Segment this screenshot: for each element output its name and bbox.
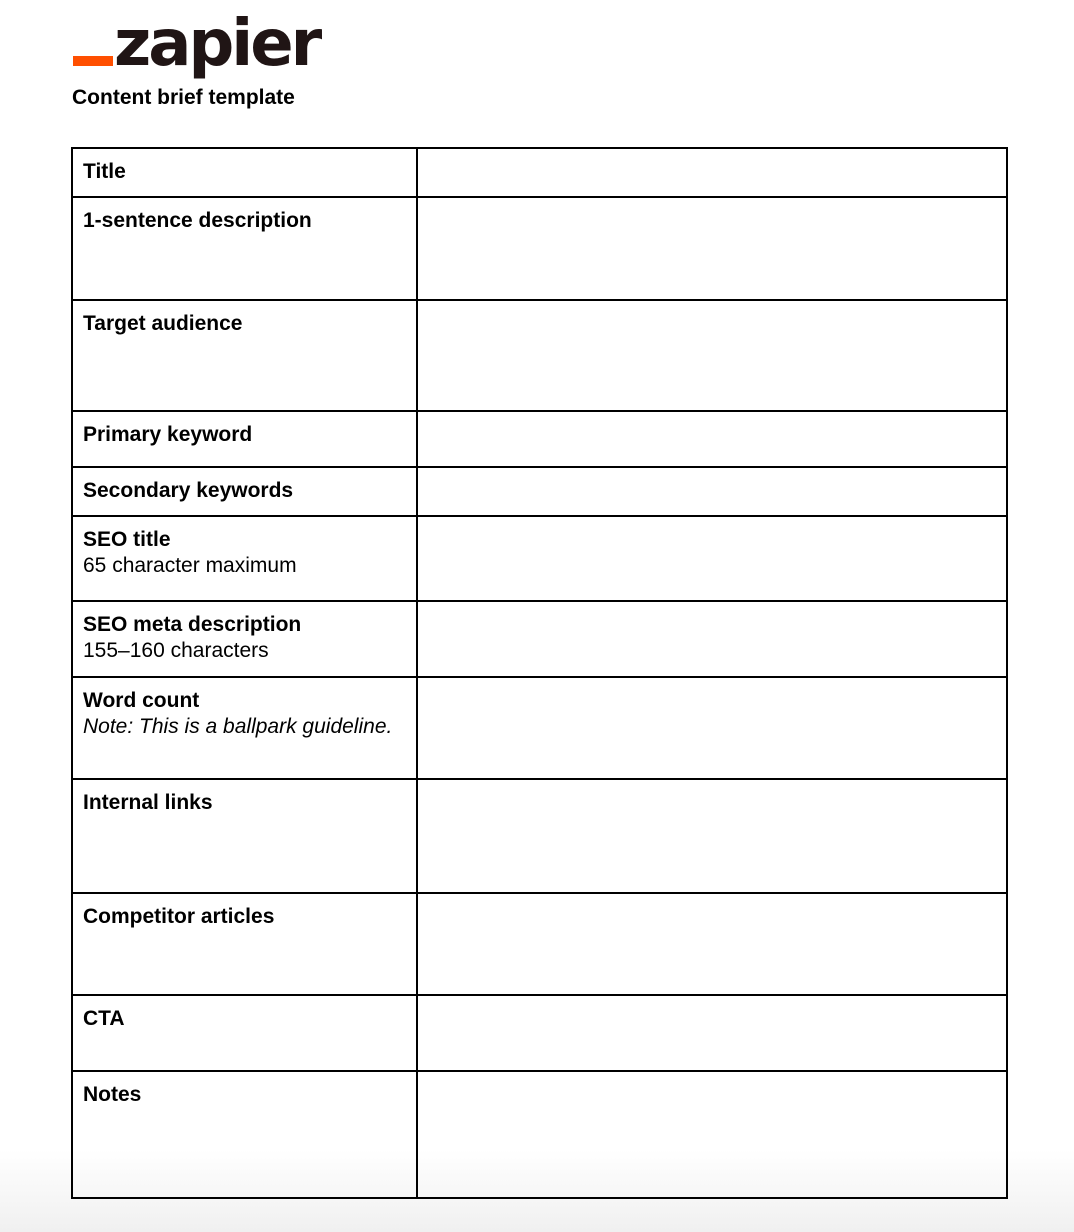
row-label: Notes	[83, 1083, 142, 1106]
row-value-cell[interactable]	[417, 1071, 1007, 1198]
row-label: Secondary keywords	[83, 479, 294, 502]
row-value-cell[interactable]	[417, 601, 1007, 677]
row-sublabel: Note: This is a ballpark guideline.	[83, 715, 393, 738]
table-row	[72, 677, 1007, 779]
row-value-cell[interactable]	[417, 779, 1007, 893]
row-label-cell	[72, 677, 417, 779]
row-value-cell[interactable]	[417, 893, 1007, 995]
table-row	[72, 893, 1007, 995]
row-label: Title	[83, 160, 126, 183]
row-label: Competitor articles	[83, 905, 275, 928]
row-label-cell	[72, 1071, 417, 1198]
row-value-cell[interactable]	[417, 516, 1007, 601]
row-label-cell	[72, 516, 417, 601]
table-row	[72, 411, 1007, 467]
row-label: Internal links	[83, 791, 213, 814]
row-label-cell	[72, 467, 417, 516]
row-value-cell[interactable]	[417, 677, 1007, 779]
table-row	[72, 601, 1007, 677]
row-sublabel: 155–160 characters	[83, 639, 269, 662]
row-label-cell	[72, 893, 417, 995]
row-value-cell[interactable]	[417, 995, 1007, 1071]
row-sublabel: 65 character maximum	[83, 554, 297, 577]
document-title: Content brief template	[72, 86, 295, 109]
logo-underscore-bar	[73, 56, 113, 66]
row-value-cell[interactable]	[417, 197, 1007, 300]
zapier-logo	[73, 4, 320, 81]
row-label-cell	[72, 300, 417, 411]
row-value-cell[interactable]	[417, 148, 1007, 197]
table-row	[72, 467, 1007, 516]
row-value-cell[interactable]	[417, 411, 1007, 467]
row-label: CTA	[83, 1007, 125, 1030]
table-row	[72, 148, 1007, 197]
row-label-cell	[72, 601, 417, 677]
logo-wordmark: zapier	[114, 7, 320, 81]
row-label: Word count	[83, 689, 200, 712]
row-label: SEO meta description	[83, 613, 302, 636]
row-value-cell[interactable]	[417, 300, 1007, 411]
table-row	[72, 516, 1007, 601]
table-row	[72, 197, 1007, 300]
row-label-cell	[72, 995, 417, 1071]
row-label-cell	[72, 411, 417, 467]
row-label-cell	[72, 148, 417, 197]
table-row	[72, 995, 1007, 1071]
row-label: SEO title	[83, 528, 171, 551]
row-label: Primary keyword	[83, 423, 253, 446]
row-label: 1-sentence description	[83, 209, 312, 232]
row-label-cell	[72, 779, 417, 893]
content-brief-table	[71, 147, 1008, 1199]
row-label: Target audience	[83, 312, 243, 335]
table-row	[72, 779, 1007, 893]
row-label-cell	[72, 197, 417, 300]
row-value-cell[interactable]	[417, 467, 1007, 516]
table-row	[72, 300, 1007, 411]
table-row	[72, 1071, 1007, 1198]
